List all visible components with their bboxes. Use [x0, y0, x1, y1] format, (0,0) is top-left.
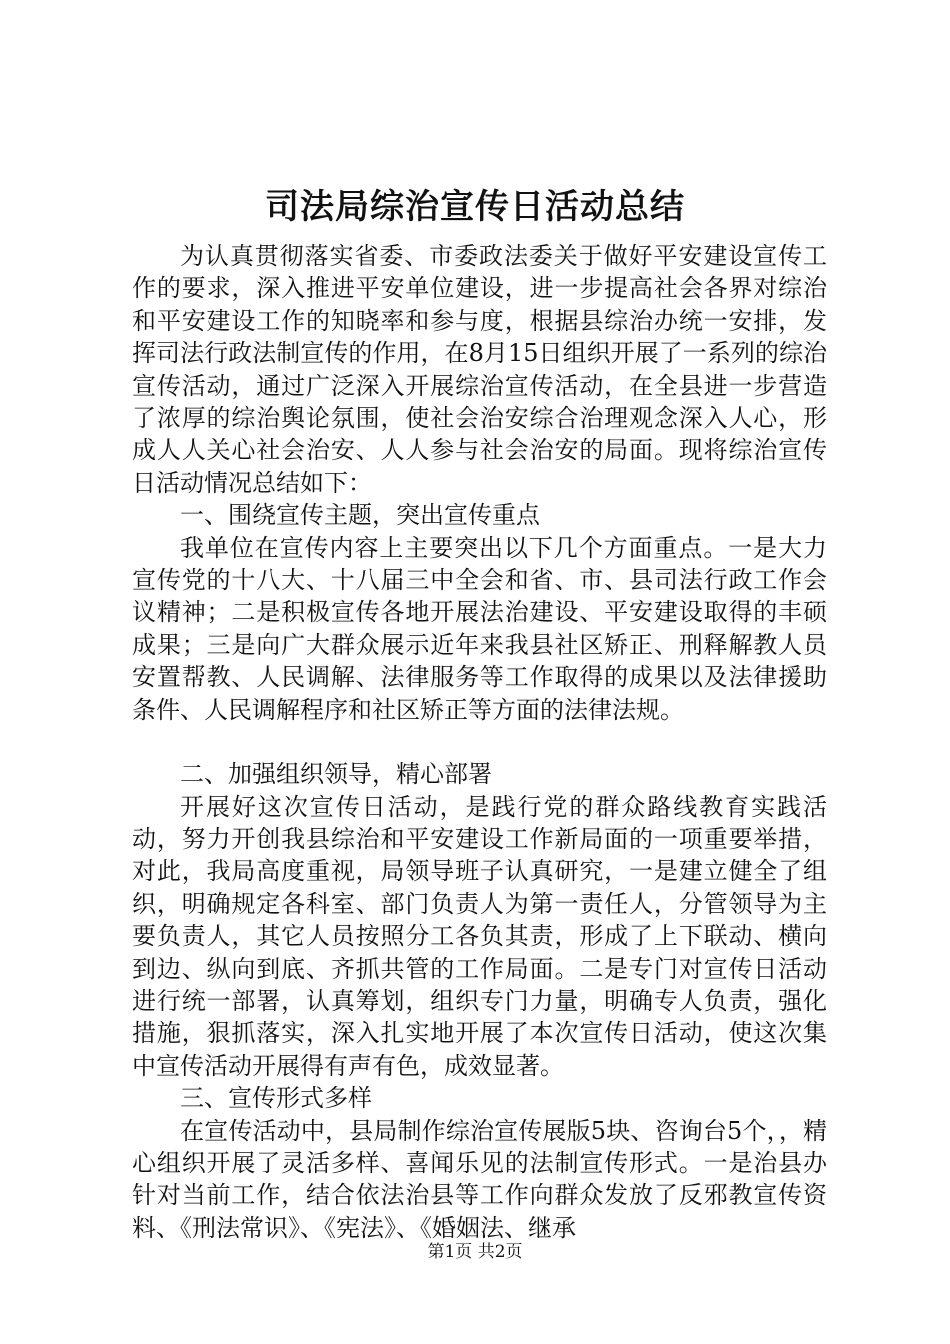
document-body — [132, 240, 827, 1244]
section-heading-1: 一、围绕宣传主题，突出宣传重点 — [180, 501, 540, 530]
paragraph-gap — [132, 726, 827, 758]
section-paragraph-1: 我单位在宣传内容上主要突出以下几个方面重点。一是大力宣传党的十八大、十八届三中全会和省、市、县司法行政工作会议精神；二是积极宣传各地开展法治建设、平安建设取得的丰硕成果；三是向广大群众展示近年来我县社区矫正、刑释解教人员安置帮教、人民调解、法律服务等工作取得的成果以及法律援助条件、人民调解程序和社区矫正等方面的法律法规。 — [132, 533, 827, 724]
intro-paragraph: 为认真贯彻落实省委、市委政法委关于做好平安建设宣传工作的要求，深入推进平安单位建设，进一步提高社会各界对综治和平安建设工作的知晓率和参与度，根据县综治办统一安排，发挥司法行政法制宣传的作用，在8月15日组织开展了一系列的综治宣传活动，通过广泛深入开展综治宣传活动，在全县进一步营造了浓厚的综治舆论氛围，使社会治安综合治理观念深入人心，形成人人关心社会治安、人人参与社会治安的局面。现将综治宣传日活动情况总结如下： — [132, 242, 827, 497]
section-paragraph-2: 开展好这次宣传日活动，是践行党的群众路线教育实践活动，努力开创我县综治和平安建设工作新局面的一项重要举措，对此，我局高度重视，局领导班子认真研究，一是建立健全了组织，明确规定各科室、部门负责人为第一责任人，分管领导为主要负责人，其它人员按照分工各负其责，形成了上下联动、横向到边、纵向到底、齐抓共管的工作局面。二是专门对宣传日活动进行统一部署，认真筹划，组织专门力量，明确专人负责，强化措施，狠抓落实，深入扎实地开展了本次宣传日活动，使这次集中宣传活动开展得有声有色，成效显著。 — [132, 792, 827, 1080]
section-heading-3: 三、宣传形式多样 — [180, 1084, 372, 1113]
section-paragraph-3: 在宣传活动中，县局制作综治宣传展版5块、咨询台5个，，精心组织开展了灵活多样、喜闻乐见的法制宣传形式。一是治县办针对当前工作，结合依法治县等工作向群众发放了反邪教宣传资料、《刑法常识》、《宪法》、《婚姻法、继承 — [132, 1116, 827, 1242]
section-heading-2: 二、加强组织领导，精心部署 — [180, 760, 492, 789]
document-title: 司法局综治宣传日活动总结 — [265, 187, 685, 227]
page-footer: 第1页 共2页 — [427, 1242, 523, 1262]
